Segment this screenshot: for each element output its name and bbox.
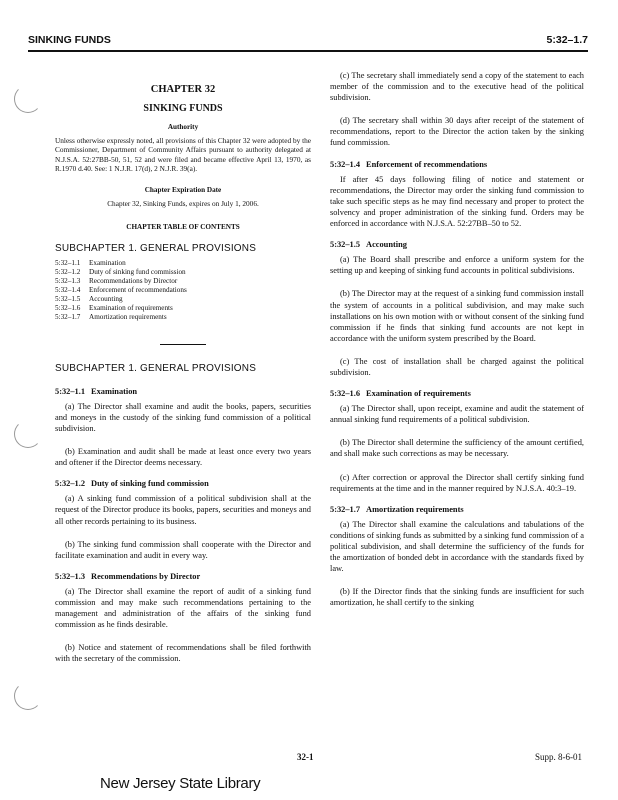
toc-heading: CHAPTER TABLE OF CONTENTS xyxy=(126,223,240,232)
paragraph: (c) The cost of installation shall be charged against the political subdivision. xyxy=(330,356,584,377)
paragraph: (a) The Director shall examine the calculations and tabulations of the conditions of sinking funds as submitted by a sinking fund commission of a political subdivision, and shall determine the sufficiency of the funds for the amortization of bonded debt in accordance with the standards fixed by law. xyxy=(330,519,584,574)
paragraph: (b) Notice and statement of recommendations shall be filed forthwith with the secretary of the commission. xyxy=(55,643,311,664)
paragraph: (a) The Director shall, upon receipt, examine and audit the statement of annual sinking fund requirements of a political subdivision. xyxy=(330,404,584,425)
running-header xyxy=(28,34,588,48)
header-title: SINKING FUNDS xyxy=(28,34,111,46)
punch-hole-mark xyxy=(14,682,42,710)
paragraph: (b) The Director shall determine the sufficiency of the amount certified, and shall make such corrections as may be necessary. xyxy=(330,438,584,459)
section-heading: 5:32–1.5 Accounting xyxy=(330,240,407,250)
section-heading: 5:32–1.6 Examination of requirements xyxy=(330,389,471,399)
toc-entry[interactable]: 5:32–1.2 Duty of sinking fund commission xyxy=(55,267,186,276)
authority-text: Unless otherwise expressly noted, all provisions of this Chapter 32 were adopted by the Commissioner, Department of Community Affairs pursuant to authority delegated at N.J.S.A. 52:27BB-50, 51, 52 and were filed and became effective April 13, 1970, as R.1970 d.40. See: 1 N.J.R. 17(d), 2 N.J.R. 39(a). xyxy=(55,136,311,173)
header-rule xyxy=(28,50,588,52)
toc-entry[interactable]: 5:32–1.6 Examination of requirements xyxy=(55,303,173,312)
page-number: 32-1 xyxy=(297,752,314,762)
paragraph: (b) Examination and audit shall be made at least once every two years and oftener if the Director deems necessary. xyxy=(55,447,311,468)
paragraph: (b) If the Director finds that the sinking funds are insufficient for such amortization, he shall certify to the sinking xyxy=(330,587,584,608)
paragraph: (c) After correction or approval the Director shall certify sinking fund requirements at the time and in the manner required by N.J.S.A. 40:3–19. xyxy=(330,472,584,493)
paragraph: (b) The sinking fund commission shall cooperate with the Director and facilitate examination and audit in every way. xyxy=(55,539,311,560)
toc-entry[interactable]: 5:32–1.7 Amortization requirements xyxy=(55,312,167,321)
expiration-text: Chapter 32, Sinking Funds, expires on July 1, 2006. xyxy=(107,199,259,209)
chapter-title: SINKING FUNDS xyxy=(143,103,223,115)
paragraph: (d) The secretary shall within 30 days after receipt of the statement of recommendations, report to the Director the action taken by the sinking fund commission. xyxy=(330,116,584,148)
supplement-date: Supp. 8-6-01 xyxy=(535,752,582,762)
section-heading: 5:32–1.2 Duty of sinking fund commission xyxy=(55,479,209,489)
expiration-heading: Chapter Expiration Date xyxy=(144,186,222,195)
authority-heading: Authority xyxy=(167,123,199,132)
section-heading: 5:32–1.7 Amortization requirements xyxy=(330,504,464,514)
paragraph: (a) The Board shall prescribe and enforce a uniform system for the setting up and keeping of sinking fund accounts in political subdivisions. xyxy=(330,255,584,276)
paragraph: (b) The Director may at the request of a sinking fund commission install the system of accounts in a political subdivision, and may make such installations on his own motion with or without consent of the sinking fund commission if he finds that sinking fund accounts are not kept in accordance with the uniform system prescribed by the Board. xyxy=(330,289,584,343)
punch-hole-mark xyxy=(14,85,42,113)
subchapter-heading: SUBCHAPTER 1. GENERAL PROVISIONS xyxy=(55,362,257,374)
toc-entry[interactable]: 5:32–1.5 Accounting xyxy=(55,294,123,303)
paragraph: (a) The Director shall examine the report of audit of a sinking fund commission and may make such recommendations pertaining to the management and administration of the affairs of the sinking fund commission as he finds desirable. xyxy=(55,586,311,630)
library-stamp: New Jersey State Library xyxy=(100,775,261,792)
table-of-contents xyxy=(55,259,311,322)
section-heading: 5:32–1.3 Recommendations by Director xyxy=(55,571,201,581)
toc-entry[interactable]: 5:32–1.1 Examination xyxy=(55,258,126,267)
section-heading: 5:32–1.4 Enforcement of recommendations xyxy=(330,159,488,169)
left-column xyxy=(55,70,311,664)
paragraph: (c) The secretary shall immediately send a copy of the statement to each member of the commission and to the executive head of the political subdivision. xyxy=(330,71,584,103)
right-column xyxy=(330,70,584,608)
section-heading: 5:32–1.1 Examination xyxy=(55,386,138,396)
divider xyxy=(160,344,206,345)
header-section-range: 5:32–1.7 xyxy=(546,34,588,46)
chapter-number: CHAPTER 32 xyxy=(150,84,216,95)
punch-hole-mark xyxy=(14,420,42,448)
toc-subchapter: SUBCHAPTER 1. GENERAL PROVISIONS xyxy=(55,243,257,255)
paragraph: (a) The Director shall examine and audit the books, papers, securities and moneys in the custody of the sinking fund commission of a political subdivision. xyxy=(55,401,311,433)
toc-entry[interactable]: 5:32–1.4 Enforcement of recommendations xyxy=(55,285,187,294)
toc-entry[interactable]: 5:32–1.3 Recommendations by Director xyxy=(55,276,178,285)
paragraph: (a) A sinking fund commission of a political subdivision shall at the request of the Director produce its books, papers, securities and moneys and all other records pertaining to its business. xyxy=(55,494,311,526)
paragraph: If after 45 days following filing of notice and statement or recommendations, the Director may order the sinking fund commission to take such specific steps as he may find necessary and proper to protect the solvency and proper administration of the sinking fund. Orders may be enforced in accordance with N.J.S.A. 52:27BB–50 to 52. xyxy=(330,174,584,229)
